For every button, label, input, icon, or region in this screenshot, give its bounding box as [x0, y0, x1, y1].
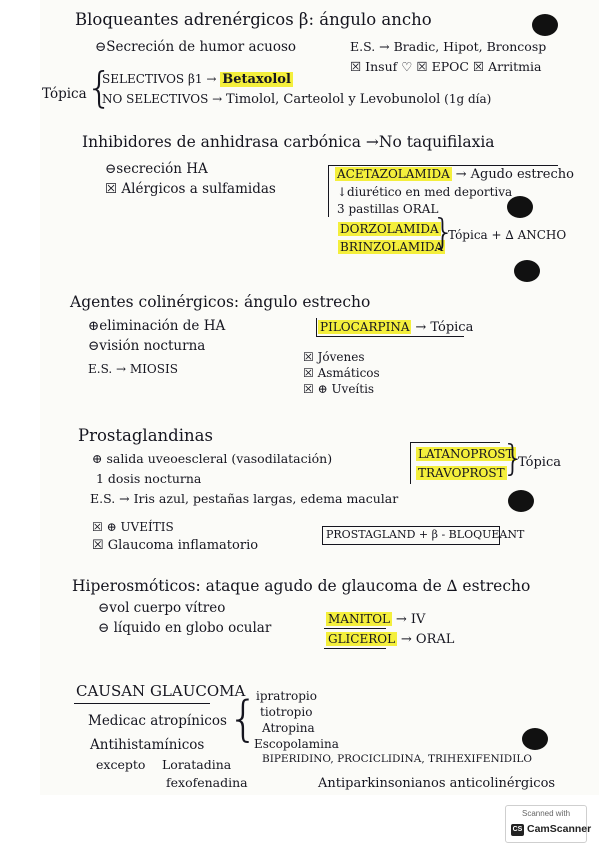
acetazolamida-highlight: ACETAZOLAMIDA: [337, 167, 450, 181]
acetazolamida-bracket-side: [328, 165, 329, 217]
non-selective-drugs: Timolol, Carteolol y Levobunolol: [226, 92, 441, 107]
notebook-page: [40, 0, 599, 795]
glicerol-route: → ORAL: [400, 632, 455, 647]
cai-contraindication: ☒ Alérgicos a sulfamidas: [105, 181, 276, 197]
hyperosmotic-effect-2: ⊖ líquido en globo ocular: [98, 620, 272, 636]
non-selective-row: [102, 92, 491, 107]
prostaglandin-ci-2: ☒ Glaucoma inflamatorio: [92, 538, 259, 553]
brace-icon: {: [228, 691, 259, 747]
selective-label: SELECTIVOS β1 →: [102, 72, 217, 86]
acetazolamida-bracket: [328, 165, 558, 166]
section-title-prostaglandins: Prostaglandinas: [78, 426, 213, 445]
atropinic-drug: tiotropio: [260, 705, 313, 719]
beta-side-effects: E.S. → Bradic, Hipot, Broncosp: [350, 39, 547, 54]
binder-hole: [514, 260, 540, 282]
scanned-with-text: Scanned with: [521, 809, 571, 818]
excepto-label: excepto: [96, 757, 146, 772]
cholinergic-ci-3: ☒ ⊕ Uveítis: [303, 382, 375, 396]
section-title-beta-blockers: Bloqueantes adrenérgicos β: ángulo ancho: [75, 10, 432, 29]
acetazolamida-row: [335, 167, 574, 182]
pilocarpina-route: → Tópica: [415, 320, 474, 335]
brinzolamida-highlight: BRINZOLAMIDA: [340, 240, 444, 254]
pilocarpina-underline: [316, 336, 464, 337]
binder-hole: [532, 14, 558, 36]
antiparkinson-drugs: BIPERIDINO, PROCICLIDINA, TRIHEXIFENIDILO: [262, 753, 532, 765]
glicerol-underline: [324, 648, 386, 649]
dorzolamida-highlight: DORZOLAMIDA: [340, 222, 439, 236]
camscanner-brand: CamScanner: [527, 823, 592, 835]
latanoprost-bracket-top: [410, 442, 500, 443]
brace-icon: }: [502, 438, 525, 479]
binder-hole: [522, 728, 548, 750]
section-title-cause-glaucoma: CAUSAN GLAUCOMA: [76, 682, 246, 700]
antiparkinson-label: Antiparkinsonianos anticolinérgicos: [318, 776, 556, 791]
binder-hole: [507, 196, 533, 218]
exception-loratadina: Loratadina: [162, 757, 232, 772]
acetazolamida-note-sport: ↓diurético en med deportiva: [337, 185, 513, 199]
atropinic-drug: Escopolamina: [254, 737, 339, 751]
travoprost-highlight: TRAVOPROST: [418, 466, 505, 480]
selective-row: [102, 72, 293, 87]
atropinic-drug: ipratropio: [256, 689, 317, 703]
exception-fexofenadina: fexofenadina: [166, 775, 248, 790]
brace-icon: {: [86, 63, 113, 112]
acetazolamida-note-oral: 3 pastillas ORAL: [337, 202, 439, 216]
topica-label: Tópica: [42, 86, 87, 102]
pilocarpina-highlight: PILOCARPINA: [320, 320, 410, 334]
latanoprost-bracket-side: [410, 442, 411, 484]
beta-effect: ⊖Secreción de humor acuoso: [95, 39, 297, 55]
prostaglandin-ci-1: ☒ ⊕ UVEÍTIS: [92, 520, 174, 534]
non-selective-label: NO SELECTIVOS →: [102, 92, 223, 106]
cause-glaucoma-underline: [74, 703, 210, 704]
section-title-carbonic-anhydrase: Inhibidores de anhidrasa carbónica →No taquifilaxia: [82, 133, 495, 151]
section-title-hyperosmotics: Hiperosmóticos: ataque agudo de glaucoma de ∆ estrecho: [72, 577, 531, 595]
cholinergic-effect-1: ⊕eliminación de HA: [88, 318, 226, 334]
acetazolamida-indication: → Agudo estrecho: [455, 167, 574, 182]
dorzolamida-route: Tópica + ∆ ANCHO: [448, 228, 567, 242]
manitol-row: [326, 612, 425, 627]
section-title-cholinergic: Agentes colinérgicos: ángulo estrecho: [70, 293, 371, 311]
glicerol-row: [326, 632, 454, 647]
hyperosmotic-effect-1: ⊖vol cuerpo vítreo: [98, 600, 226, 616]
manitol-route: → IV: [395, 612, 426, 627]
manitol-highlight: MANITOL: [328, 612, 391, 626]
camscanner-badge: [505, 805, 592, 843]
prostaglandin-effect: ⊕ salida uveoescleral (vasodilatación): [92, 451, 333, 466]
cholinergic-effect-2: ⊖visión nocturna: [88, 338, 206, 354]
latanoprost-highlight: LATANOPROST: [418, 447, 514, 461]
pilocarpina-bracket-side: [316, 318, 317, 336]
pilocarpina-row: [318, 320, 473, 335]
camscanner-logo-icon: CS: [511, 824, 524, 836]
brace-icon: }: [432, 212, 455, 253]
betaxolol-highlight: Betaxolol: [222, 72, 291, 87]
antihistamines-label: Antihistamínicos: [90, 737, 205, 753]
beta-contraindications: ☒ Insuf ♡ ☒ EPOC ☒ Arritmia: [350, 59, 542, 74]
prostaglandin-route: Tópica: [518, 455, 561, 470]
dose-note: (1g día): [444, 92, 492, 106]
prostaglandin-combo: PROSTAGLAND + β - BLOQUEANT: [326, 528, 525, 541]
manitol-underline: [324, 628, 386, 629]
atropinic-drugs-label: Medicac atropínicos: [88, 713, 227, 729]
prostaglandin-side-effects: E.S. → Iris azul, pestañas largas, edema macular: [90, 491, 399, 506]
atropinic-drug: Atropina: [262, 721, 315, 735]
cholinergic-side-effects: E.S. → MIOSIS: [88, 362, 178, 376]
glicerol-highlight: GLICEROL: [328, 632, 396, 646]
prostaglandin-dose: 1 dosis nocturna: [96, 471, 202, 486]
cholinergic-ci-1: ☒ Jóvenes: [303, 350, 365, 364]
cai-effect: ⊖secreción HA: [105, 161, 208, 177]
binder-hole: [508, 490, 534, 512]
cholinergic-ci-2: ☒ Asmáticos: [303, 366, 380, 380]
